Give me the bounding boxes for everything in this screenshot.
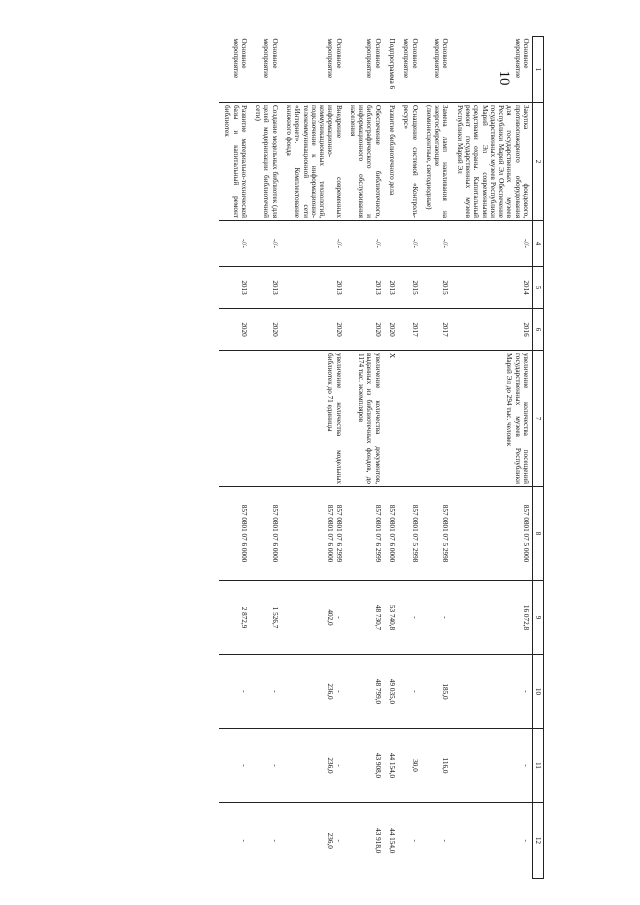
cell-col-5: 2015 [398,267,421,309]
cell-col-2: Создание модельных библиотек (для целей модернизации библиотечной сети) [250,103,281,221]
column-number-7: 7 [533,351,544,487]
cell-col-9: 48 730,7 [345,581,384,655]
cell-col-4: -//- [451,221,532,267]
cell-col-8: 857 0801 07 5 2998 [421,487,452,581]
cell-col-7 [398,351,421,487]
cell-col-9: - [398,581,421,655]
cell-col-10: - [451,655,532,729]
cell-col-10: - [219,655,250,729]
table-row [281,37,345,879]
cell-col-5: 2014 [451,267,532,309]
cell-col-11: - [219,729,250,803]
cell-col-1: Основное мероприятие [402,38,419,79]
cell-col-12: 43 918,0 [345,803,384,879]
column-number-9: 9 [533,581,544,655]
cell-col-7 [250,351,281,487]
column-number-8: 8 [533,487,544,581]
cell-col-8: 857 0801 07 5 2998 [398,487,421,581]
cell-col-11: 116,0 [421,729,452,803]
cell-col-11: 30,0 [398,729,421,803]
column-number-12: 12 [533,803,544,879]
column-number-11: 11 [533,729,544,803]
cell-col-6: 2020 [384,309,398,351]
cell-col-10: - [398,655,421,729]
cell-col-4: -//- [421,221,452,267]
cell-col-2: Внедрение современных информационно-коммуникационных технологий, подключение к информационно-телекоммуникационной сети «Интернет». Комплектование книжного фонда [281,103,345,221]
table-body [219,37,533,879]
cell-col-7: увеличение количества посещений государственных музеев Республики Марий Эл до 294 тыс. человек [451,351,532,487]
cell-col-12: - 236,0 [281,803,345,879]
cell-col-8: 857 0801 07 6 2999 [345,487,384,581]
column-number-10: 10 [533,655,544,729]
cell-col-8: 857 0801 07 5 0000 [451,487,532,581]
cell-col-9: - [421,581,452,655]
cell-col-6: 2016 [451,309,532,351]
cell-col-10: - [250,655,281,729]
column-number-2: 2 [533,103,544,221]
cell-col-8: 857 0801 07 6 0000 [250,487,281,581]
cell-col-11: 44 154,0 [384,729,398,803]
cell-col-6: 2017 [421,309,452,351]
cell-col-7: X [384,351,398,487]
cell-col-6: 2017 [398,309,421,351]
cell-col-12: - [219,803,250,879]
table-row [345,37,384,879]
cell-col-2: Обеспечение библиотечного, библиографического и информационного обслуживания населения [345,103,384,221]
cell-col-11: - 236,0 [281,729,345,803]
cell-col-2: Развитие материально-технической базы и капитальный ремонт библиотек [219,103,250,221]
cell-col-9: 53 740,8 [384,581,398,655]
cell-col-1: Основное мероприятие [513,38,530,79]
column-number-row [533,37,544,879]
cell-col-5: 2015 [421,267,452,309]
cell-col-8: 857 0801 07 6 0000 [219,487,250,581]
cell-col-1: Подпрограмма 6 [388,38,397,90]
table-row [219,37,250,879]
page-number: 10 [496,70,512,86]
cell-col-6: 2020 [281,309,345,351]
column-number-6: 6 [533,309,544,351]
cell-col-7: увеличение количества модельных библиотек до 71 единицы [281,351,345,487]
cell-col-6: 2020 [219,309,250,351]
cell-col-1: Основное мероприятие [231,38,248,79]
cell-col-10: 49 035,0 [384,655,398,729]
table-row [421,37,452,879]
cell-col-4: -//- [398,221,421,267]
cell-col-4: -//- [281,221,345,267]
cell-col-2: Развитие библиотечного дела [384,103,398,221]
cell-col-8: 857 0801 07 6 0000 [384,487,398,581]
cell-col-1: Основное мероприятие [262,38,279,79]
cell-col-9: 16 072,8 [451,581,532,655]
cell-col-1: Основное мероприятие [433,38,450,79]
cell-col-6: 2020 [345,309,384,351]
table-row [384,37,398,879]
cell-col-4: -//- [219,221,250,267]
cell-col-5: 2013 [345,267,384,309]
table-row [398,37,421,879]
cell-col-9: - 402,0 [281,581,345,655]
cell-col-2: Замена ламп накаливания на энергосберегающие (люминесцентные, светодиодные) [421,103,452,221]
cell-col-11: - [250,729,281,803]
cell-col-10: 48 799,0 [345,655,384,729]
cell-col-9: 1 526,7 [250,581,281,655]
cell-col-2: Закупка фондового, противопожарного оборудования для государственных музеев Республики Марий Эл Обеспечение государственных музеев Республики Марий Эл современными средствами охраны. Капитальный ремонт государственных музеев Республики Марий Эл [451,103,532,221]
table-row [250,37,281,879]
cell-col-4 [384,221,398,267]
cell-col-6: 2020 [250,309,281,351]
cell-col-7: увеличение количества документов, выданных из библиотечных фондов, до 1174 тыс. экземпляров [345,351,384,487]
program-table [219,36,544,879]
cell-col-4: -//- [345,221,384,267]
cell-col-5: 2013 [281,267,345,309]
cell-col-9: 2 872,9 [219,581,250,655]
cell-col-10: - 236,0 [281,655,345,729]
cell-col-12: - [451,803,532,879]
cell-col-12: - [421,803,452,879]
column-number-4: 4 [533,221,544,267]
cell-col-12: 44 154,0 [384,803,398,879]
cell-col-10: 185,0 [421,655,452,729]
table-row [451,37,532,879]
cell-col-11: - [451,729,532,803]
column-number-1: 1 [533,37,544,103]
column-number-5: 5 [533,267,544,309]
cell-col-1: Основное мероприятие [365,38,382,79]
rotated-table-container [109,36,544,878]
cell-col-11: 43 908,0 [345,729,384,803]
cell-col-7 [421,351,452,487]
cell-col-12: - [250,803,281,879]
cell-col-1: Основное мероприятие [326,38,343,79]
cell-col-2: Оснащение системой «Контроль-ресурс» [398,103,421,221]
cell-col-5: 2013 [384,267,398,309]
cell-col-5: 2013 [219,267,250,309]
cell-col-12: - [398,803,421,879]
cell-col-8: 857 0801 07 6 2999 857 0801 07 6 0000 [281,487,345,581]
cell-col-7 [219,351,250,487]
cell-col-4: -//- [250,221,281,267]
cell-col-5: 2013 [250,267,281,309]
